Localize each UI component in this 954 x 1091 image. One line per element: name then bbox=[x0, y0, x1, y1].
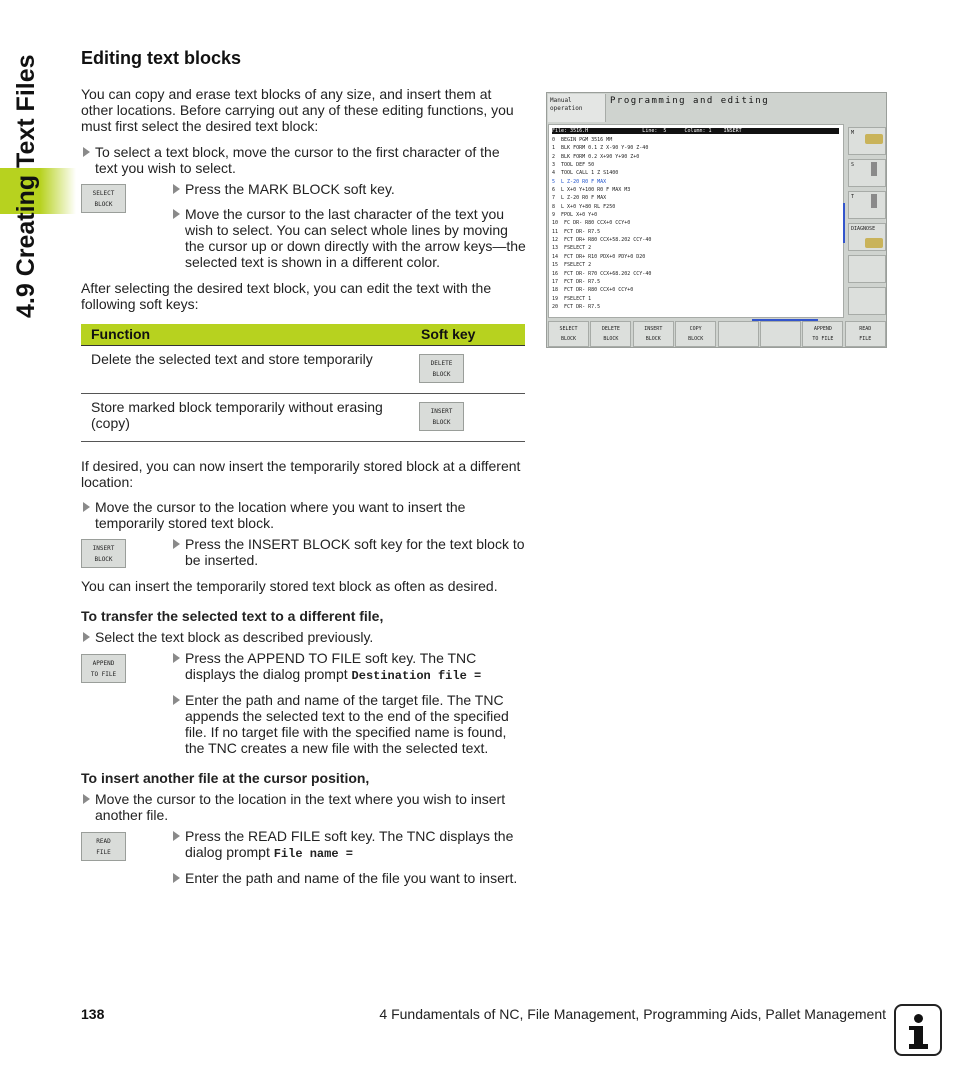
mode-line: Manual bbox=[550, 97, 572, 104]
insert-file-heading: To insert another file at the cursor position, bbox=[81, 770, 370, 786]
diagnose-icon bbox=[865, 238, 883, 248]
program-line[interactable]: 1 BLK FORM 0.1 Z X-90 Y-90 Z-40 bbox=[552, 145, 649, 152]
bottom-softkey[interactable] bbox=[760, 321, 801, 347]
softkey-label: COPY bbox=[689, 326, 702, 332]
section-heading: Editing text blocks bbox=[81, 48, 242, 68]
mode-line: operation bbox=[550, 105, 583, 112]
softkey-label: SELECT bbox=[92, 190, 115, 197]
softkey-label: M bbox=[851, 130, 855, 136]
insert-block-softkey[interactable] bbox=[419, 402, 464, 431]
softkey-m[interactable] bbox=[848, 127, 886, 155]
program-line[interactable]: 4 TOOL CALL 1 Z S1400 bbox=[552, 170, 619, 177]
softkey-label: BLOCK bbox=[560, 336, 577, 342]
table-row bbox=[81, 394, 525, 442]
bullet-move-cursor-text: Move the cursor to the location in the text where you wish to insert another file. bbox=[81, 791, 521, 823]
softkey-label: READ bbox=[859, 326, 872, 332]
insert-block-softkey[interactable] bbox=[81, 539, 126, 568]
softkey-label: BLOCK bbox=[94, 201, 113, 208]
program-line[interactable]: 19 FSELECT 1 bbox=[552, 295, 592, 302]
read-file-softkey[interactable] bbox=[81, 832, 126, 861]
step-read-file bbox=[171, 828, 526, 862]
chapter-footer: 4 Fundamentals of NC, File Management, Programming Aids, Pallet Management bbox=[379, 1006, 886, 1022]
program-line[interactable]: 10 FC DR- R80 CCX+0 CCY+0 bbox=[552, 220, 631, 227]
delete-block-softkey[interactable] bbox=[419, 354, 464, 383]
bottom-softkey[interactable] bbox=[548, 321, 589, 347]
side-title: 4.9 Creating Text Files bbox=[12, 54, 40, 318]
softkey-empty[interactable] bbox=[848, 287, 886, 315]
bullet-select-text-block: To select a text block, move the cursor to the first character of the text you wish to select. bbox=[81, 144, 521, 176]
after-select-paragraph: After selecting the desired text block, you can edit the text with the following soft keys: bbox=[81, 280, 492, 312]
screen-title: Programming and editing bbox=[610, 96, 770, 106]
scrollbar[interactable] bbox=[843, 203, 845, 243]
softkey-label: S bbox=[851, 162, 855, 168]
destination-file-prompt: Destination file = bbox=[351, 669, 482, 683]
page-number: 138 bbox=[81, 1006, 105, 1022]
tnc-screenshot bbox=[546, 92, 887, 348]
append-to-file-softkey[interactable] bbox=[81, 654, 126, 683]
program-line[interactable]: 18 FCT DR- R80 CCX+0 CCY+0 bbox=[552, 287, 634, 294]
col-function-header: Function bbox=[91, 326, 151, 342]
softkey-label: BLOCK bbox=[94, 556, 113, 563]
transfer-heading: To transfer the selected text to a different file, bbox=[81, 608, 384, 624]
softkey-t[interactable] bbox=[848, 191, 886, 219]
tool-change-icon bbox=[871, 194, 877, 208]
spindle-icon bbox=[865, 134, 883, 144]
softkey-label: TO FILE bbox=[90, 671, 117, 678]
program-line[interactable]: 14 FCT DR+ R10 PDX+0 PDY+0 D20 bbox=[552, 253, 646, 260]
program-line[interactable]: 0 BEGIN PGM 3516 MM bbox=[552, 137, 613, 143]
softkey-diagnose[interactable] bbox=[848, 223, 886, 251]
col-softkey-header: Soft key bbox=[421, 326, 476, 342]
softkey-label bbox=[719, 334, 758, 344]
program-line[interactable]: 3 TOOL DEF 50 bbox=[552, 162, 595, 169]
intro-paragraph: You can copy and erase text blocks of any size, and insert them at other locations. Before carrying out any of these editing functions, you must first select the desired text block: bbox=[81, 86, 514, 134]
bottom-softkey[interactable] bbox=[590, 321, 631, 347]
program-line[interactable]: 7 L Z-20 R0 F MAX bbox=[552, 195, 607, 202]
softkey-empty[interactable] bbox=[848, 255, 886, 283]
softkey-label: TO FILE bbox=[812, 336, 834, 342]
bottom-softkey[interactable] bbox=[845, 321, 886, 347]
softkey-label: APPEND bbox=[813, 326, 832, 332]
bullet-move-to-insert: Move the cursor to the location where you want to insert the temporarily stored text block. bbox=[81, 499, 521, 531]
softkey-label: INSERT bbox=[644, 326, 663, 332]
tool-icon bbox=[871, 162, 877, 176]
program-line[interactable]: 15 FSELECT 2 bbox=[552, 262, 592, 269]
softkey-s[interactable] bbox=[848, 159, 886, 187]
softkey-label bbox=[761, 324, 800, 334]
step-append-to-file bbox=[171, 650, 526, 684]
step-move-cursor: Move the cursor to the last character of the text you wish to select. You can select whole lines by moving the cursor up or down directly with the arrow keys—the selected text is shown in a different color. bbox=[171, 206, 526, 270]
step-read-text: Press the READ FILE soft key. The TNC displays the dialog prompt bbox=[185, 828, 514, 860]
bottom-softkey[interactable] bbox=[633, 321, 674, 347]
program-line[interactable]: 17 FCT DR- R7.5 bbox=[552, 278, 601, 285]
bottom-softkey[interactable] bbox=[802, 321, 843, 347]
softkey-table bbox=[81, 324, 525, 442]
program-line[interactable]: 16 FCT DR- R70 CCX+68.202 CCY-40 bbox=[552, 270, 652, 277]
bottom-softkey[interactable] bbox=[718, 321, 759, 347]
table-header bbox=[81, 324, 525, 346]
program-line[interactable]: 5 L Z-20 R0 F MAX bbox=[552, 178, 607, 185]
softkey-label: APPEND bbox=[92, 660, 115, 667]
as-often-paragraph: You can insert the temporarily stored text block as often as desired. bbox=[81, 578, 498, 594]
softkey-label: INSERT bbox=[430, 408, 453, 415]
program-line[interactable]: 8 L X+0 Y+80 RL F250 bbox=[552, 203, 616, 210]
bottom-softkey[interactable] bbox=[675, 321, 716, 347]
softkey-label: DIAGNOSE bbox=[851, 226, 876, 232]
softkey-label: BLOCK bbox=[645, 336, 661, 342]
program-editor bbox=[548, 124, 844, 318]
program-line[interactable]: 2 BLK FORM 0.2 X+90 Y+90 Z+0 bbox=[552, 153, 640, 160]
program-line[interactable]: 6 L X+0 Y+100 R0 F MAX M3 bbox=[552, 187, 631, 194]
step-append-text: Press the APPEND TO FILE soft key. The TNC displays the dialog prompt bbox=[185, 650, 477, 682]
program-lines bbox=[552, 136, 651, 311]
softkey-label: READ bbox=[96, 838, 111, 845]
softkey-label: SELECT bbox=[559, 326, 578, 332]
step-enter-file: Enter the path and name of the file you want to insert. bbox=[171, 870, 526, 886]
bottom-softkey-bar bbox=[548, 321, 887, 347]
softkey-label bbox=[719, 324, 758, 334]
softkey-label: T bbox=[851, 194, 855, 200]
bullet-select-previous: Select the text block as described previously. bbox=[81, 629, 521, 645]
program-line[interactable]: 11 FCT DR- R7.5 bbox=[552, 228, 601, 235]
editor-status-bar: File: 3516.H Line: 5 Column: 1 INSERT bbox=[552, 128, 839, 134]
if-desired-paragraph: If desired, you can now insert the temporarily stored block at a different location: bbox=[81, 458, 521, 490]
softkey-label: DELETE bbox=[430, 360, 453, 367]
softkey-label: BLOCK bbox=[688, 336, 704, 342]
softkey-label: FILE bbox=[96, 849, 111, 856]
softkey-label: INSERT bbox=[92, 545, 115, 552]
mode-indicator bbox=[548, 94, 606, 122]
softkey-label: BLOCK bbox=[432, 371, 451, 378]
softkey-label: DELETE bbox=[601, 326, 620, 332]
program-line[interactable]: 20 FCT DR- R7.5 bbox=[552, 303, 601, 310]
row-copy-description: Store marked block temporarily without erasing (copy) bbox=[91, 399, 383, 431]
softkey-label: BLOCK bbox=[603, 336, 619, 342]
table-row bbox=[81, 346, 525, 394]
program-line[interactable]: 9 FPOL X+0 Y+0 bbox=[552, 212, 598, 219]
info-icon bbox=[894, 1004, 942, 1056]
file-name-prompt: File name = bbox=[273, 847, 353, 861]
program-line[interactable]: 12 FCT DR+ R80 CCX+58.202 CCY-40 bbox=[552, 237, 652, 244]
softkey-label: BLOCK bbox=[432, 419, 451, 426]
step-enter-target: Enter the path and name of the target file. The TNC appends the selected text to the end of the specified file. If no target file with the specified name is found, the TNC creates a new file with the selected text. bbox=[171, 692, 526, 756]
softkey-label bbox=[761, 334, 800, 344]
step-insert-block: Press the INSERT BLOCK soft key for the text block to be inserted. bbox=[171, 536, 526, 568]
select-block-softkey[interactable] bbox=[81, 184, 126, 213]
row-delete-description: Delete the selected text and store temporarily bbox=[91, 351, 373, 367]
program-line[interactable]: 13 FSELECT 2 bbox=[552, 245, 592, 252]
step-mark-block: Press the MARK BLOCK soft key. bbox=[171, 181, 526, 197]
softkey-label: FILE bbox=[859, 336, 872, 342]
right-softkey-column bbox=[847, 124, 887, 318]
